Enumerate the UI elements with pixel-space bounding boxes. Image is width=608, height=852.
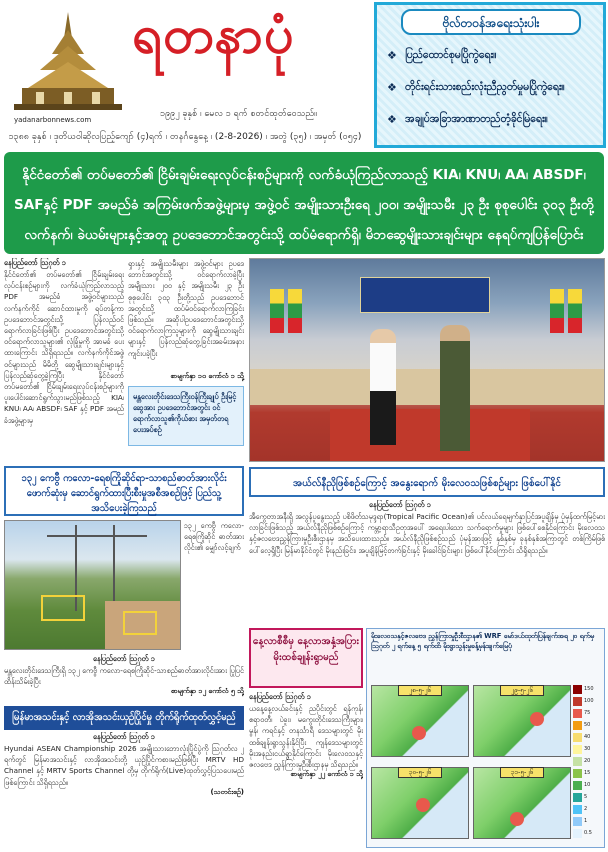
ceremony-photo xyxy=(249,258,605,462)
legend-label: 15 xyxy=(584,770,591,776)
highlight-box xyxy=(123,611,157,635)
legend-swatch xyxy=(573,781,582,790)
article5-headline[interactable]: နေ့လာစီစီမှ နေ့လာအနှံ့အပြား မိုးထစ်ချုန်းရွာမည် xyxy=(249,628,363,688)
legend-label: 100 xyxy=(584,698,594,704)
article1-byline: နေပြည်တော် ဩဂုတ် ၁ xyxy=(4,258,67,267)
forecast-map-tile xyxy=(371,767,469,839)
rain-cell xyxy=(416,798,430,812)
article2-byline: နေပြည်တော် ဩဂုတ် ၁ xyxy=(92,654,156,663)
photo-caption-box: မန္တလေးတိုင်းဒေသကြီးဝန်ကြီးချုပ် ဦးမြင့်ဆွေအား ဥပဒေဘောင်အတွင်း ဝင်ရောက်လာသူ၏ကိုယ်စား အမှတ်တရ ပေးအပ်စဉ် xyxy=(128,386,244,446)
founding-line: ၁၉၉၂ ခုနှစ် ၊ မေလ ၁ ရက် စတင်ထုတ်ဝေသည်။ xyxy=(160,109,317,119)
legend-label: 150 xyxy=(584,686,594,692)
article4-text: အီကွေတာအနီးရှိ အလွန်ပူနွေးသည့် ပစိဖိတ်သမုဒ္ဒရာ(Tropical Pacific Ocean)၏ ပင်လယ်ရေမျက်နှာပြင်အပူချိန်မှ ပုံမှန်ထက်မြင့်မားလာခြင်းဖြစ်သည့် အယ်လ်နီညိုဖြစ်စဉ်ကြောင့် ကမ္ဘာ့ရာသီဥတုအပေါ် အရေးပါသော သက်ရောက်မှုများ ဖြစ်ပေါ်စေနိုင်ကြောင်း မိုးလေဝသနှင့်ဇလဗေဒညွှန်ကြားမှုဦးစီးဌာနမှ အသိပေးထားသည်။ အယ်လ်နီညိုဖြစ်စဉ်သည် ပုံမှန်အားဖြင့် နှစ်နှစ်မှ ခုနစ်နှစ်အကြာတွင် တစ်ကြိမ်ဖြစ်ပေါ်လေ့ရှိပြီး မြန်မာနိုင်ငံတွင် မိုးနည်းခြင်း၊ အပူချိန်မြင့်တက်ခြင်းနှင့် မိုးခေါင်ခြင်းများ ဖြစ်ပေါ်နိုင်ကြောင်း သိရှိရသည်။ xyxy=(249,512,605,555)
motto-title: ဗိုလ်တဝန်အရေးသုံးပါး xyxy=(401,9,581,35)
power-tower-photo xyxy=(4,520,181,650)
rain-cell xyxy=(530,712,544,726)
legend-swatch xyxy=(573,733,582,742)
legend-swatch xyxy=(573,817,582,826)
rainfall-legend xyxy=(573,685,601,841)
newspaper-title: ရတနာပုံ xyxy=(132,4,295,65)
map-date-label: ၃၀-၅-၂၆ xyxy=(398,767,442,778)
article3-tag: (သတင်းစဉ်) xyxy=(210,787,244,796)
stage-banner xyxy=(360,277,490,313)
flag-icon xyxy=(288,289,302,333)
forecast-map-tile xyxy=(473,685,571,757)
official-figure xyxy=(370,329,396,445)
forecast-map-tile xyxy=(371,685,469,757)
motto-item xyxy=(377,49,603,69)
article2-headline[interactable]: ၁၃၂ ကေဗွီ ကလော-ရေစကြိုဆိုင်ရာ-သာစည်ဓာတ်အားလိုင်းဖောက်ဆုံးမှ ဆောင်ရွက်ထားပြီးစီးမှုအစီအစဉ်ဖြင့် ပြည်သူ့ အသိပေးခဲ့ကြသည် xyxy=(4,466,244,516)
article3-byline: နေပြည်တော် ဩဂုတ် ၁ xyxy=(92,732,156,741)
article3-headline[interactable]: မြန်မာအသင်းနှင့် လာအိုအသင်းယှဉ်ပြိုင်မှု တိုက်ရိုက်ထုတ်လွှင့်မည် xyxy=(4,706,244,730)
motto-item xyxy=(377,113,603,133)
legend-swatch xyxy=(573,721,582,730)
map-date-label: ၂၈-၅-၂၆ xyxy=(398,685,442,696)
forecast-map-tile xyxy=(473,767,571,839)
soldier-figure xyxy=(440,325,470,451)
article3-text: Hyundai ASEAN Championship 2026 အမျိုးသားဘောလုံးပြိုင်ပွဲကို ဩဂုတ်လ ၂ ရက်တွင် မြန်မာအသင်းနှင့် လာအိုအသင်းတို့ ယှဉ်ပြိုင်ကစားမည်ဖြစ်ပြီး MRTV HD Channel နှင့် MRTV Sports Channel တို့မှ တိုက်ရိုက်(Live)ထုတ်လွှင့်ပြသပေးမည်ဖြစ်ကြောင်း သိရှိရသည်။ xyxy=(4,744,244,787)
article1-continued[interactable]: စာမျက်နှာ ၁၀ ကော်လံ ၁ သို့ xyxy=(170,372,244,380)
motto-item-text: ပြည်ထောင်စုမပြိုကွဲရေး။ xyxy=(405,49,497,61)
article5 xyxy=(249,628,363,848)
flag-icon xyxy=(568,289,582,333)
article4-body xyxy=(249,500,605,624)
diamond-bullet-icon: ❖ xyxy=(387,113,397,126)
article2-text: မန္တလေးတိုင်းဒေသကြီးရှိ ၁၃၂ ကေဗွီ ကလော-ရေစကြိုဆိုင်-သာစည်ဓာတ်အားလိုင်းအား ပြုပြင်ထိန်းသိမ်းခဲ့ပြီး xyxy=(4,666,244,687)
legend-label: 40 xyxy=(584,734,591,740)
rain-cell xyxy=(412,726,426,740)
article4-byline: နေပြည်တော် ဩဂုတ် ၁ xyxy=(369,500,432,509)
legend-label: 1 xyxy=(584,818,588,824)
highlight-box xyxy=(41,595,85,621)
article1-column-2 xyxy=(128,258,244,384)
legend-swatch xyxy=(573,829,582,838)
article3-body xyxy=(4,732,244,848)
article2-side-caption: ၁၃၂ ကေဗွီ ကလော-ရေစကြိုဆိုင် ဓာတ်အားလိုင်း၏ မျှော်လင့်ချက် xyxy=(184,521,244,553)
article2-continued[interactable]: စာမျက်နှာ ၁၂ ကော်လံ ၅ သို့ xyxy=(170,687,244,696)
rain-cell xyxy=(510,812,524,826)
article5-byline: နေပြည်တော် ဩဂုတ် ၁ xyxy=(249,692,312,701)
legend-label: 0.5 xyxy=(584,830,592,836)
article5-text: ယနေ့နေ့လယ်ခင်းနှင့် ညပိုင်းတွင် ရန်ကုန်၊ ဧရာဝတီ၊ ပဲခူး၊ မကွေးတိုင်းဒေသကြီးများ၊ မွန်၊ ကရင်နှင့် တနင်္သာရီ ဒေသများတွင် မိုးထစ်ချုန်းရွာသွန်းနိုင်ပြီး ကျန်ဒေသများတွင် မိုးအနည်းငယ်ရွာနိုင်ကြောင်း မိုးလေဝသနှင့် ဇလဗေဒ ညွှန်ကြားမှုဦးစီးဌာနမှ သိရသည်။ xyxy=(249,704,363,770)
legend-swatch xyxy=(573,697,582,706)
legend-swatch xyxy=(573,769,582,778)
legend-swatch xyxy=(573,793,582,802)
motto-box xyxy=(374,2,606,148)
flag-icon xyxy=(550,289,564,333)
article2-body xyxy=(4,654,244,704)
legend-label: 5 xyxy=(584,794,588,800)
motto-item-text: အချုပ်အခြာအာဏာတည်တံ့ခိုင်မြဲရေး။ xyxy=(405,113,548,125)
legend-swatch xyxy=(573,757,582,766)
legend-label: 2 xyxy=(584,806,588,812)
map-date-label: ၃၁-၅-၂၆ xyxy=(500,767,544,778)
flag-icon xyxy=(270,289,284,333)
article5-body xyxy=(249,692,363,848)
article1-text-col1: နိုင်ငံတော်၏ တပ်မတော်၏ ငြိမ်းချမ်းရေးလုပ်ငန်းစဉ်များကို လက်ခံယုံကြည်လာသည့် PDF အမည်ခံ အဖွဲ့ဝင်များသည် လက်နက်ကိုင် ဆောင်ထားမှုကို ရပ်တန့်ကာ ဥပဒေဘောင်အတွင်းသို့ ပြန်လည်ဝင်ရောက်လာခြင်းဖြစ်ပြီး ဥပဒေဘောင်အတွင်းသို့ ဝင်ရောက်လာသူများ၏ လုံခြုံမှုကို အာမခံ ပေးထားကြောင်း သိရှိရသည်။ လက်နက်ကိုင်အဖွဲ့ဝင်များသည် မိမိတို့ ဆွေမျိုးသားချင်းများနှင့် ပြန်လည်ဆုံတွေ့ခဲ့ကြပြီး နိုင်ငံတော် တပ်မတော်၏ ငြိမ်းချမ်းရေးလုပ်ငန်းစဉ်များကို ပူးပေါင်းဆောင်ရွက်သွားမည်ဖြစ်သည့် KIA၊ KNU၊ AA၊ ABSDF၊ SAF နှင့် PDF အမည်ခံအဖွဲ့များမှ xyxy=(4,270,124,425)
lead-headline[interactable]: နိုင်ငံတော်၏ တပ်မတော်၏ ငြိမ်းချမ်းရေးလုပ်ငန်းစဉ်များကို လက်ခံယုံကြည်လာသည့် KIA၊ KNU၊ AA၊ ABSDF၊ SAFနှင့် PDF အမည်ခံ အကြမ်းဖက်အဖွဲ့များမှ အဖွဲ့ဝင် အမျိုးသားဦးရေ ၂၀၀၊ အမျိုးသမီး ၂၃ ဦး စုစုပေါင်း ၃၀၃ ဦးတို့ လက်နက်၊ ခဲယမ်းများနှင့်အတူ ဥပဒေဘောင်အတွင်းသို့ ထပ်မံရောက်ရှိ၊ မိဘဆွေမျိုးသားချင်းများ နေရပ်ကျပြန်ပြောင်း xyxy=(4,152,604,254)
stage-tables xyxy=(250,369,605,405)
site-url[interactable]: yadanarbonnews.com xyxy=(14,116,92,124)
map-date-label: ၂၉-၅-၂၆ xyxy=(500,685,544,696)
legend-swatch xyxy=(573,745,582,754)
motto-item-text: တိုင်းရင်းသားစည်းလုံးညီညွတ်မှုမပြိုကွဲရေး။ xyxy=(405,81,565,93)
legend-label: 20 xyxy=(584,758,591,764)
pagoda-logo-icon xyxy=(12,8,124,118)
legend-label: 10 xyxy=(584,782,591,788)
motto-item xyxy=(377,81,603,101)
masthead xyxy=(0,0,370,148)
legend-label: 75 xyxy=(584,710,591,716)
diamond-bullet-icon: ❖ xyxy=(387,49,397,62)
article1-column-1 xyxy=(4,258,124,444)
legend-swatch xyxy=(573,709,582,718)
article5-continued[interactable]: စာမျက်နှာ ၂၂ ကော်လံ ၁ သို့ xyxy=(290,770,363,779)
legend-label: 30 xyxy=(584,746,591,752)
legend-label: 50 xyxy=(584,722,591,728)
dateline: ၁၃၈၈ ခုနှစ် ၊ ဒုတိယဝါဆိုလပြည့်ကျော် (၄)ရက် ၊ တနင်္ဂနွေနေ့ ၊ (2-8-2026) ၊ အတွဲ (၃၅) ၊ အမှတ် (၀၅၄) xyxy=(8,132,362,142)
red-carpet xyxy=(330,409,530,462)
rainfall-forecast-maps xyxy=(366,628,605,848)
article4-headline[interactable]: အယ်လ်နီညိုဖြစ်စဉ်ကြောင့် အနွေးရောက် မိုးလေဝသဖြစ်စဉ်များ ဖြစ်ပေါ်နိုင် xyxy=(249,467,605,497)
article1-text-col2: ရှားနှင့် အမျိုးသမီးများ အဖွဲ့ဝင်များ ဥပဒေဘောင်အတွင်းသို့ ဝင်ရောက်လာခဲ့ပြီး အမျိုးသား ၂၀၀ နှင့် အမျိုးသမီး ၂၃ ဦး စုစုပေါင်း ၃၀၃ ဦးတို့သည် ဥပဒေဘောင်အတွင်းသို့ ထပ်မံဝင်ရောက်လာကြခြင်းဖြစ်သည်။ အဆိုပါဥပဒေဘောင်အတွင်းသို့ ဝင်ရောက်လာကြသူများကို ဆွေမျိုးသားချင်းများနှင့် ပြန်လည်ဆုံတွေ့ခြင်းအခမ်းအနားကျင်းပခဲ့ပြီး xyxy=(128,259,244,358)
diamond-bullet-icon: ❖ xyxy=(387,81,397,94)
map-caption: မိုးလေဝသနှင့်ဇလဗေဒ ညွှန်ကြားမှုဦးစီးဌာန၏ WRF မော်ဒယ်ထုတ်ပြန်ချက်အရ ၂၀ ရက်မှ ဩဂုတ် ၂ ရက်နေ့ ၅ ရက်ထိ မိုးရွာသွန်းမှုခန့်မှန်းချက်မြေပုံ xyxy=(371,632,595,650)
legend-swatch xyxy=(573,805,582,814)
legend-swatch xyxy=(573,685,582,694)
